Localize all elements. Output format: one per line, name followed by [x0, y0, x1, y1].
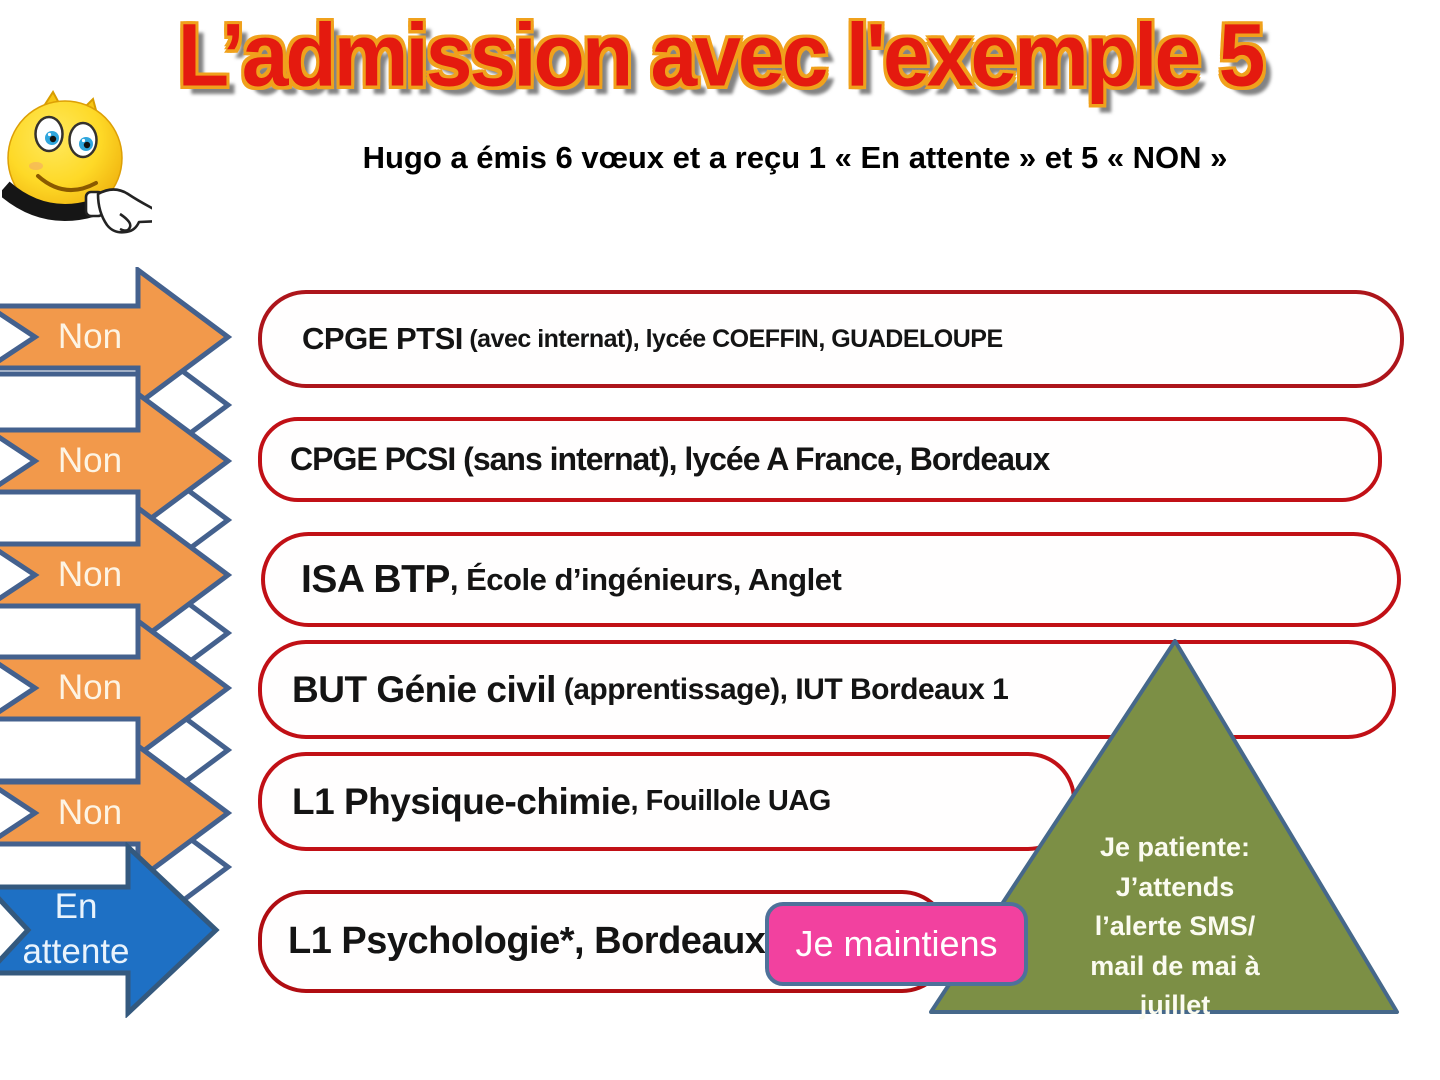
patience-line: Je patiente: — [1099, 832, 1251, 862]
page-title: L’admission avec l'exemple 5 — [177, 5, 1263, 105]
wish-primary: L1 Physique-chimie — [292, 780, 631, 822]
decision-arrow-en-attente — [0, 842, 238, 1018]
wish-box-cpge-pcsi — [258, 417, 1382, 502]
decision-label: Non — [57, 441, 123, 480]
decision-label: Non — [57, 668, 123, 707]
wish-secondary: , Fouillole UAG — [630, 785, 831, 817]
wish-primary: CPGE PCSI (sans internat), lycée A France, Bordeaux — [290, 441, 1050, 477]
maintain-button[interactable]: Je maintiens — [765, 902, 1028, 986]
wish-secondary: , École d’ingénieurs, Anglet — [449, 561, 842, 597]
patience-line: mail de mai à — [1090, 950, 1260, 981]
decision-label: Non — [57, 317, 123, 356]
wish-box-cpge-ptsi — [258, 290, 1404, 388]
wish-primary: ISA BTP — [301, 557, 450, 601]
pointing-smiley-icon — [2, 68, 152, 236]
patience-line: juillet — [1139, 990, 1211, 1020]
wish-primary: CPGE PTSI — [302, 321, 463, 356]
subtitle: Hugo a émis 6 vœux et a reçu 1 « En attente » et 5 « NON » — [362, 140, 1228, 175]
decision-arrow-non-4 — [0, 618, 238, 758]
decision-label: En attente — [22, 887, 130, 971]
wish-primary: L1 Psychologie*, Bordeaux — [288, 920, 766, 962]
patience-note — [1035, 828, 1315, 1026]
wish-primary: BUT Génie civil — [292, 668, 556, 710]
patience-line: l’alerte SMS/ — [1094, 911, 1256, 941]
wish-box-isa-btp — [261, 532, 1401, 627]
patience-line: J’attends — [1115, 871, 1235, 902]
wish-secondary: (avec internat), lycée COEFFIN, GUADELOUPE — [462, 324, 1003, 353]
decision-label: Non — [57, 555, 123, 594]
decision-arrow-non-1 — [0, 267, 238, 407]
wish-secondary: (apprentissage), IUT Bordeaux 1 — [555, 672, 1009, 706]
decision-label: Non — [57, 793, 123, 832]
